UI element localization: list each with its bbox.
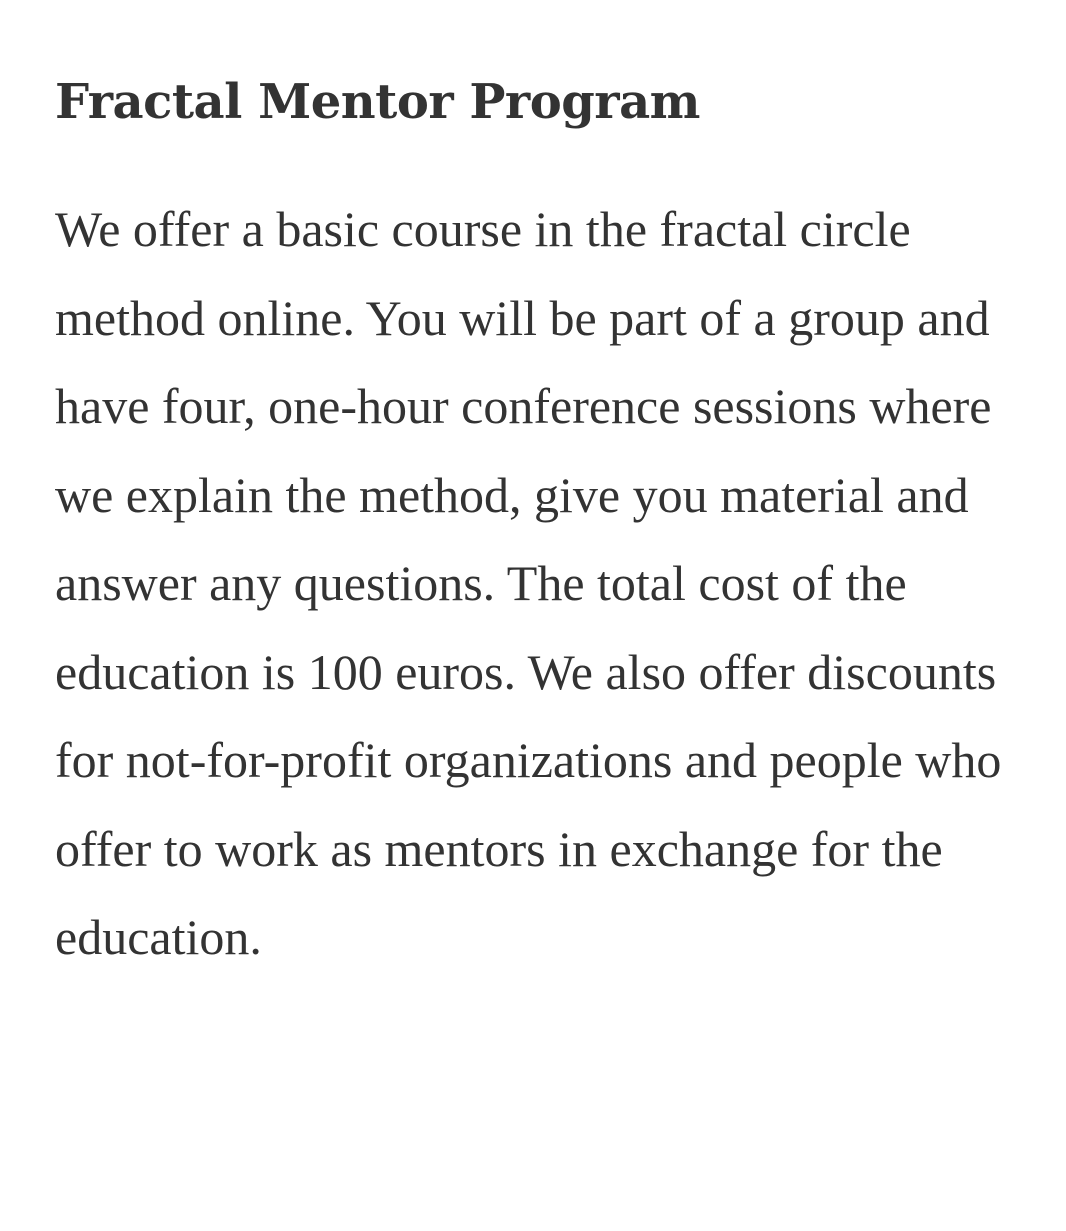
section-title: Fractal Mentor Program	[55, 74, 700, 130]
section-body: We offer a basic course in the fractal circle method online. You will be part of a group and have four, one-hour conference sessions where we explain the method, give you material and answer any questions. The total cost of the education is 100 euros. We also offer discounts for not-for-profit organizations and people who offer to work as mentors in exchange for the education.	[55, 201, 1002, 965]
article-section	[55, 62, 1025, 982]
